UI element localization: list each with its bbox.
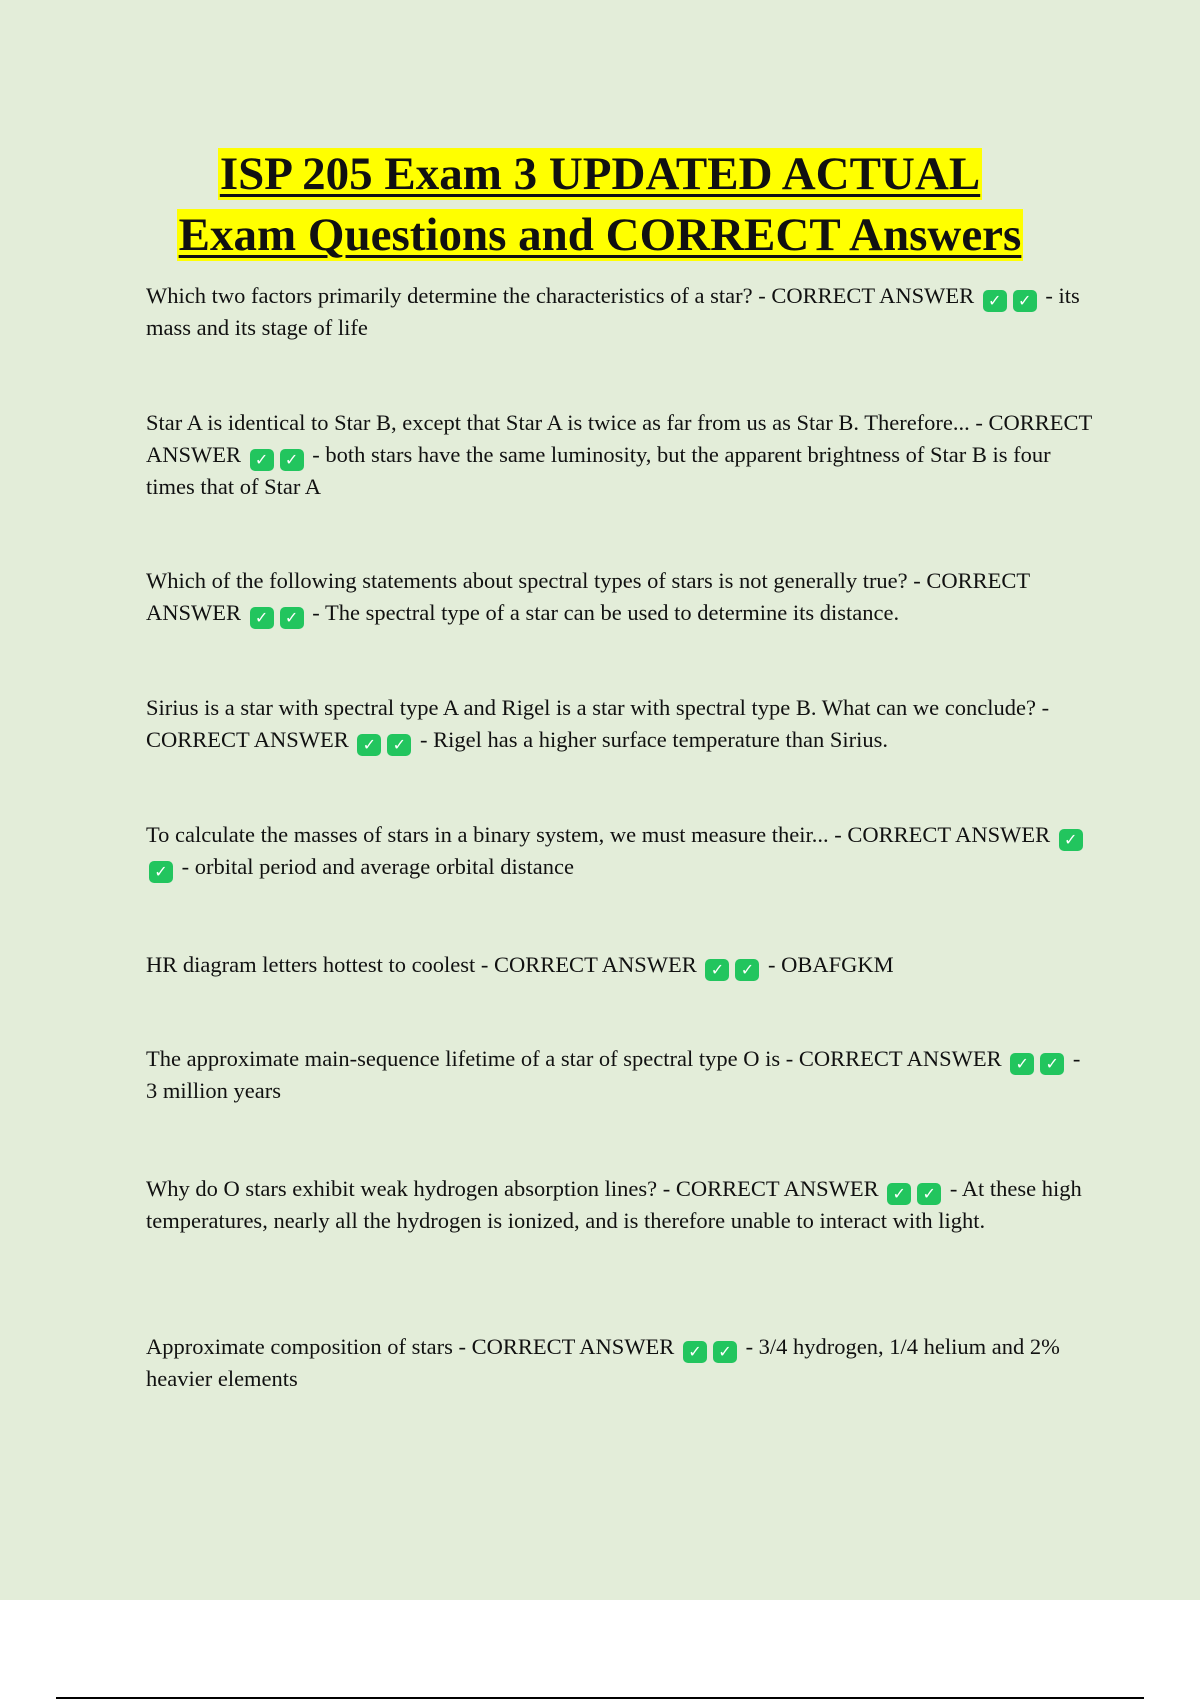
question-text: To calculate the masses of stars in a binary system, we must measure their... - CORRECT ANSWER [146, 822, 1051, 847]
answer-text: - At these high temperatures, nearly all the hydrogen is ionized, and is therefore unable to interact with light. [146, 1176, 1082, 1233]
check-box-icon: ✓ [280, 449, 304, 471]
question-text: Approximate composition of stars - CORRECT ANSWER [146, 1334, 675, 1359]
check-box-icon: ✓ [387, 734, 411, 756]
qa-item-5 [146, 819, 1096, 883]
check-box-icon: ✓ [250, 607, 274, 629]
check-box-icon: ✓ [1010, 1053, 1034, 1075]
check-box-icon: ✓ [357, 734, 381, 756]
qa-item-2 [146, 407, 1096, 503]
answer-text: - both stars have the same luminosity, but the apparent brightness of Star B is four times that of Star A [146, 442, 1051, 499]
answer-text: - Rigel has a higher surface temperature than Sirius. [420, 727, 888, 752]
qa-item-9 [146, 1331, 1096, 1395]
check-box-icon: ✓ [705, 959, 729, 981]
answer-text: - OBAFGKM [768, 952, 894, 977]
answer-text: - The spectral type of a star can be used to determine its distance. [312, 600, 900, 625]
document-title [0, 144, 1200, 266]
check-box-icon: ✓ [250, 449, 274, 471]
question-text: HR diagram letters hottest to coolest - CORRECT ANSWER [146, 952, 697, 977]
check-box-icon: ✓ [1059, 829, 1083, 851]
qa-item-4 [146, 692, 1096, 756]
answer-text: - orbital period and average orbital distance [181, 854, 574, 879]
footer-divider [56, 1697, 1144, 1699]
check-box-icon: ✓ [713, 1341, 737, 1363]
question-text: The approximate main-sequence lifetime of a star of spectral type O is - CORRECT ANSWER [146, 1046, 1002, 1071]
title-line-1: ISP 205 Exam 3 UPDATED ACTUAL [219, 148, 981, 200]
answer-text: - its mass and its stage of life [146, 283, 1080, 340]
check-box-icon: ✓ [983, 290, 1007, 312]
check-box-icon: ✓ [683, 1341, 707, 1363]
question-text: Why do O stars exhibit weak hydrogen absorption lines? - CORRECT ANSWER [146, 1176, 879, 1201]
qa-item-8 [146, 1173, 1096, 1237]
question-text: Which two factors primarily determine the characteristics of a star? - CORRECT ANSWER [146, 283, 975, 308]
qa-item-1 [146, 280, 1096, 344]
qa-item-7 [146, 1043, 1096, 1107]
answer-text: - 3/4 hydrogen, 1/4 helium and 2% heavier elements [146, 1334, 1060, 1391]
check-box-icon: ✓ [1040, 1053, 1064, 1075]
check-box-icon: ✓ [735, 959, 759, 981]
qa-item-3 [146, 565, 1096, 629]
qa-item-6 [146, 949, 1096, 981]
question-text: Star A is identical to Star B, except that Star A is twice as far from us as Star B. Therefore... - CORRECT ANSWER [146, 410, 1092, 467]
check-box-icon: ✓ [1013, 290, 1037, 312]
check-box-icon: ✓ [917, 1183, 941, 1205]
check-box-icon: ✓ [280, 607, 304, 629]
question-text: Which of the following statements about spectral types of stars is not generally true? - CORRECT ANSWER [146, 568, 1030, 625]
question-text: Sirius is a star with spectral type A and Rigel is a star with spectral type B. What can we conclude? - CORRECT ANSWER [146, 695, 1050, 752]
check-box-icon: ✓ [149, 861, 173, 883]
answer-text: - 3 million years [146, 1046, 1081, 1103]
title-line-2: Exam Questions and CORRECT Answers [178, 209, 1022, 261]
check-box-icon: ✓ [887, 1183, 911, 1205]
